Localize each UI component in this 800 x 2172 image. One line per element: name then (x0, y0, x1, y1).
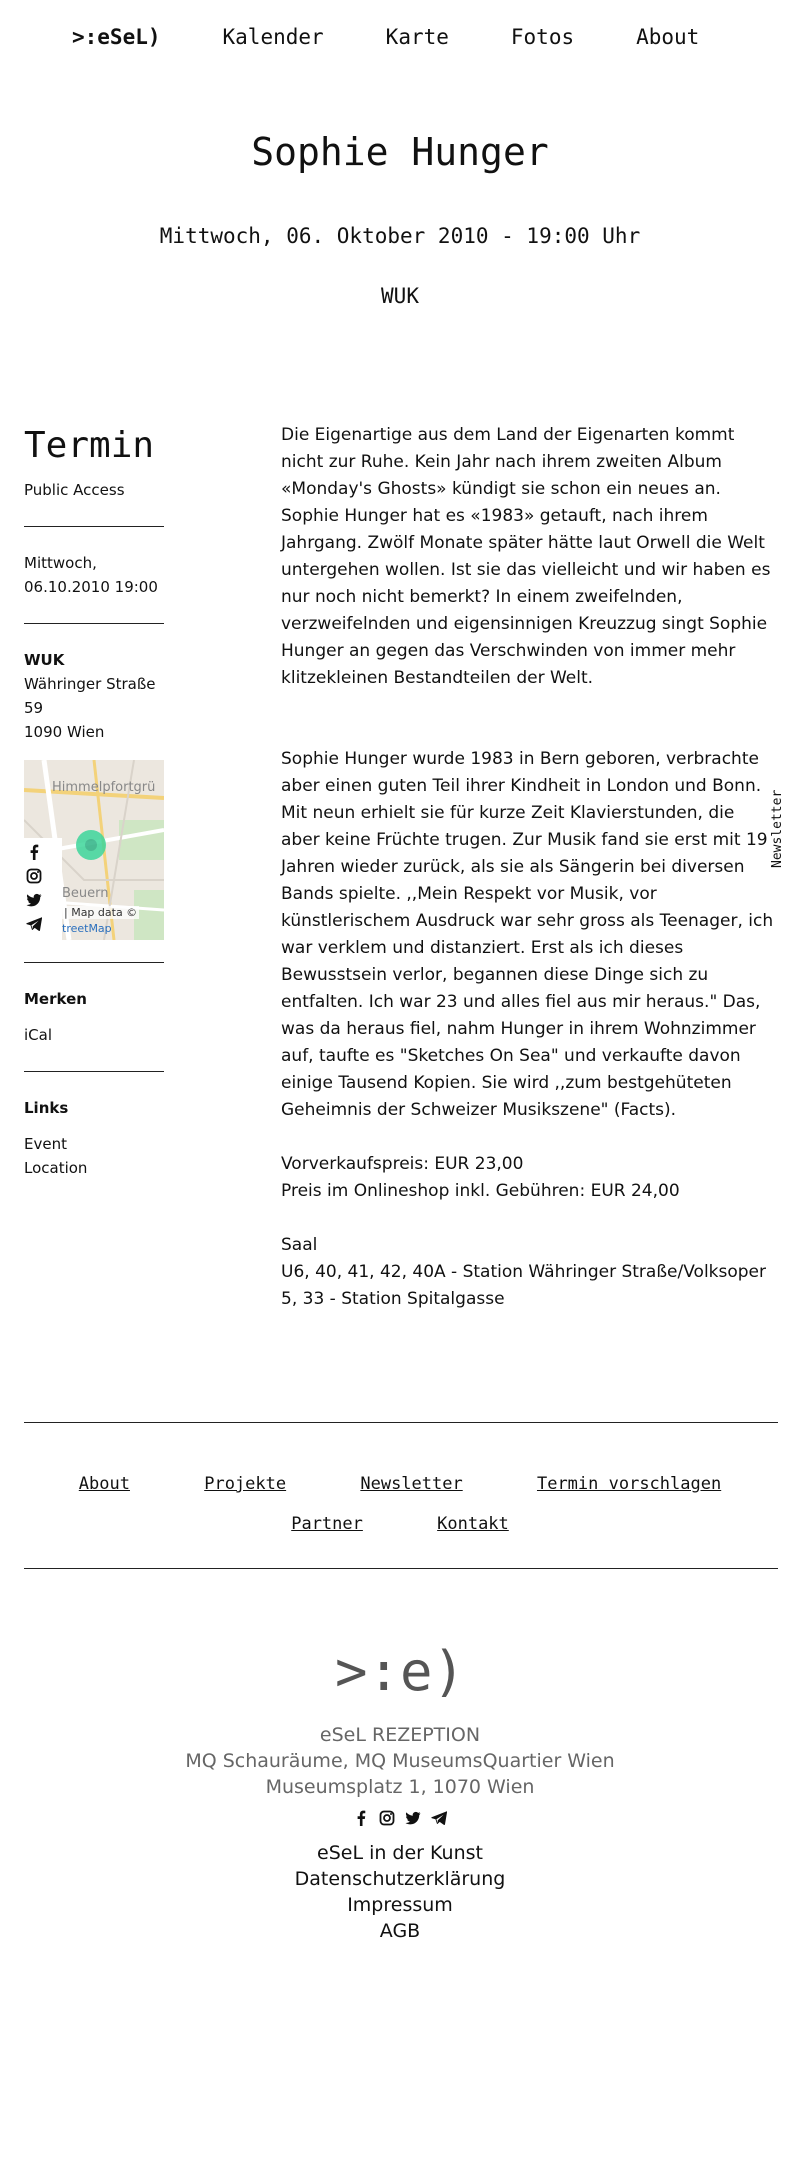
event-date: Mittwoch, 06. Oktober 2010 - 19:00 Uhr (159, 224, 641, 248)
nav-item-kalender[interactable]: Kalender (222, 25, 324, 49)
date-line-2: 06.10.2010 19:00 (24, 578, 158, 596)
footer-address (0, 1722, 800, 1800)
footer-link-newsletter[interactable]: Newsletter (360, 1474, 463, 1494)
footer-link-kunst[interactable]: eSeL in der Kunst (317, 1842, 483, 1864)
divider (24, 1071, 164, 1072)
footer-link-termin-vorschlagen[interactable]: Termin vorschlagen (536, 1474, 722, 1494)
footer-logo[interactable]: >:e) (334, 1640, 466, 1703)
event-sidebar (24, 424, 164, 744)
map-label: Beuern (62, 886, 109, 901)
price-online: Preis im Onlineshop inkl. Gebühren: EUR 24,00 (281, 1181, 680, 1201)
transit-info: U6, 40, 41, 42, 40A - Station Währinger Straße/Volksoper 5, 33 - Station Spitalgasse (281, 1262, 767, 1309)
instagram-icon[interactable] (379, 1810, 395, 1826)
social-share-bar (24, 838, 62, 940)
event-description (281, 422, 777, 1313)
map-label: Himmelpfortgrü (52, 780, 156, 795)
merken-label: Merken (24, 990, 87, 1008)
venue-street-1: Währinger Straße (24, 675, 156, 693)
date-line-1: Mittwoch, (24, 554, 97, 572)
footer-links-row (0, 1464, 800, 1504)
instagram-icon[interactable] (26, 868, 42, 884)
venue-name: WUK (24, 651, 65, 669)
facebook-icon[interactable] (353, 1810, 369, 1826)
address-line: MQ Schauräume, MQ MuseumsQuartier Wien (185, 1750, 615, 1772)
footer-link-agb[interactable]: AGB (379, 1920, 421, 1942)
venue-city: 1090 Wien (24, 723, 105, 741)
room-label: Saal (281, 1235, 318, 1255)
map-marker[interactable] (76, 830, 106, 860)
footer-bottom-links (0, 1840, 800, 1944)
location-link[interactable]: Location (24, 1159, 88, 1177)
footer-link-partner[interactable]: Partner (291, 1514, 363, 1534)
footer-link-impressum[interactable]: Impressum (347, 1894, 453, 1916)
footer-link-kontakt[interactable]: Kontakt (437, 1514, 509, 1534)
footer-social (0, 1810, 800, 1826)
footer-link-projekte[interactable]: Projekte (204, 1474, 287, 1494)
footer-divider (24, 1568, 778, 1569)
twitter-icon[interactable] (26, 892, 42, 908)
nav-item-karte[interactable]: Karte (385, 25, 449, 49)
top-nav (72, 22, 761, 52)
footer-links-row (0, 1504, 800, 1544)
sidebar-heading: Termin (24, 425, 155, 466)
event-venue: WUK (381, 284, 419, 308)
price-presale: Vorverkaufspreis: EUR 23,00 (281, 1154, 524, 1174)
map-attribution: | Map data © (64, 906, 138, 919)
footer-link-about[interactable]: About (78, 1474, 130, 1494)
description-paragraph: Die Eigenartige aus dem Land der Eigenarten kommt nicht zur Ruhe. Kein Jahr nach ihrem zweiten Album «Monday's Ghosts» kündigt sie schon ein neues an. Sophie Hunger hat es «1983» getauft, nach ihrem Jahrgang. Zwölf Monate später hätte laut Orwell die Welt untergehen wollen. Ist sie das vielleicht und wir haben es nur noch nicht bemerkt? In einem zweifelnden, verzweifelnden und eigensinnigen Kreuzzug singt Sophie Hunger an gegen das Verschwinden von immer mehr klitzekleinen Bestandteilen der Welt. (281, 425, 771, 688)
marker-dot (85, 839, 97, 851)
venue-street-2: 59 (24, 699, 44, 717)
nav-item-about[interactable]: About (636, 25, 700, 49)
divider (24, 962, 164, 963)
event-title: Sophie Hunger (251, 130, 549, 174)
footer-divider (24, 1422, 778, 1423)
nav-item-fotos[interactable]: Fotos (510, 25, 575, 49)
event-link[interactable]: Event (24, 1135, 67, 1153)
links-label: Links (24, 1099, 69, 1117)
facebook-icon[interactable] (26, 844, 42, 860)
twitter-icon[interactable] (405, 1810, 421, 1826)
sidebar-lower (24, 962, 164, 1180)
telegram-icon[interactable] (431, 1810, 447, 1826)
description-paragraph: Sophie Hunger wurde 1983 in Bern geboren, verbrachte aber einen guten Teil ihrer Kindheit in London und Bonn. Mit neun erhielt sie für kurze Zeit Klavierstunden, die aber keine Früchte trugen. Zur Musik fand sie erst mit 19 Jahren wieder zurück, als sie als Sängerin bei diversen Bands spielte. ,,Mein Respekt vor Musik, vor künstlerischem Ausdruck war sehr gross als Teenager, ich war verklem und distanziert. Erst als ich dieses Bewusstsein verlor, begannen diese Dinge sich zu entfalten. Ich war 23 und alles fiel aus mir heraus." Das, was da heraus fiel, nahm Hunger in ihrem Wohnzimmer auf, taufte es "Sketches On Sea" und verkaufte davon einige Tausend Kopien. Sie wird ,,zum bestgehüteten Geheimnis der Schweizer Musikszene" (Facts). (281, 749, 774, 1120)
address-line: Museumsplatz 1, 1070 Wien (265, 1776, 535, 1798)
address-line: eSeL REZEPTION (319, 1724, 481, 1746)
map-attribution-link[interactable]: treetMap (62, 922, 112, 935)
divider (24, 623, 164, 624)
access-label: Public Access (24, 481, 125, 499)
telegram-icon[interactable] (26, 916, 42, 932)
newsletter-side-tab[interactable]: Newsletter (770, 789, 785, 868)
divider (24, 526, 164, 527)
footer-link-datenschutz[interactable]: Datenschutzerklärung (294, 1868, 506, 1890)
footer-nav (0, 1464, 800, 1544)
ical-link[interactable]: iCal (24, 1026, 53, 1044)
site-logo[interactable]: >:eSeL) (72, 25, 161, 49)
